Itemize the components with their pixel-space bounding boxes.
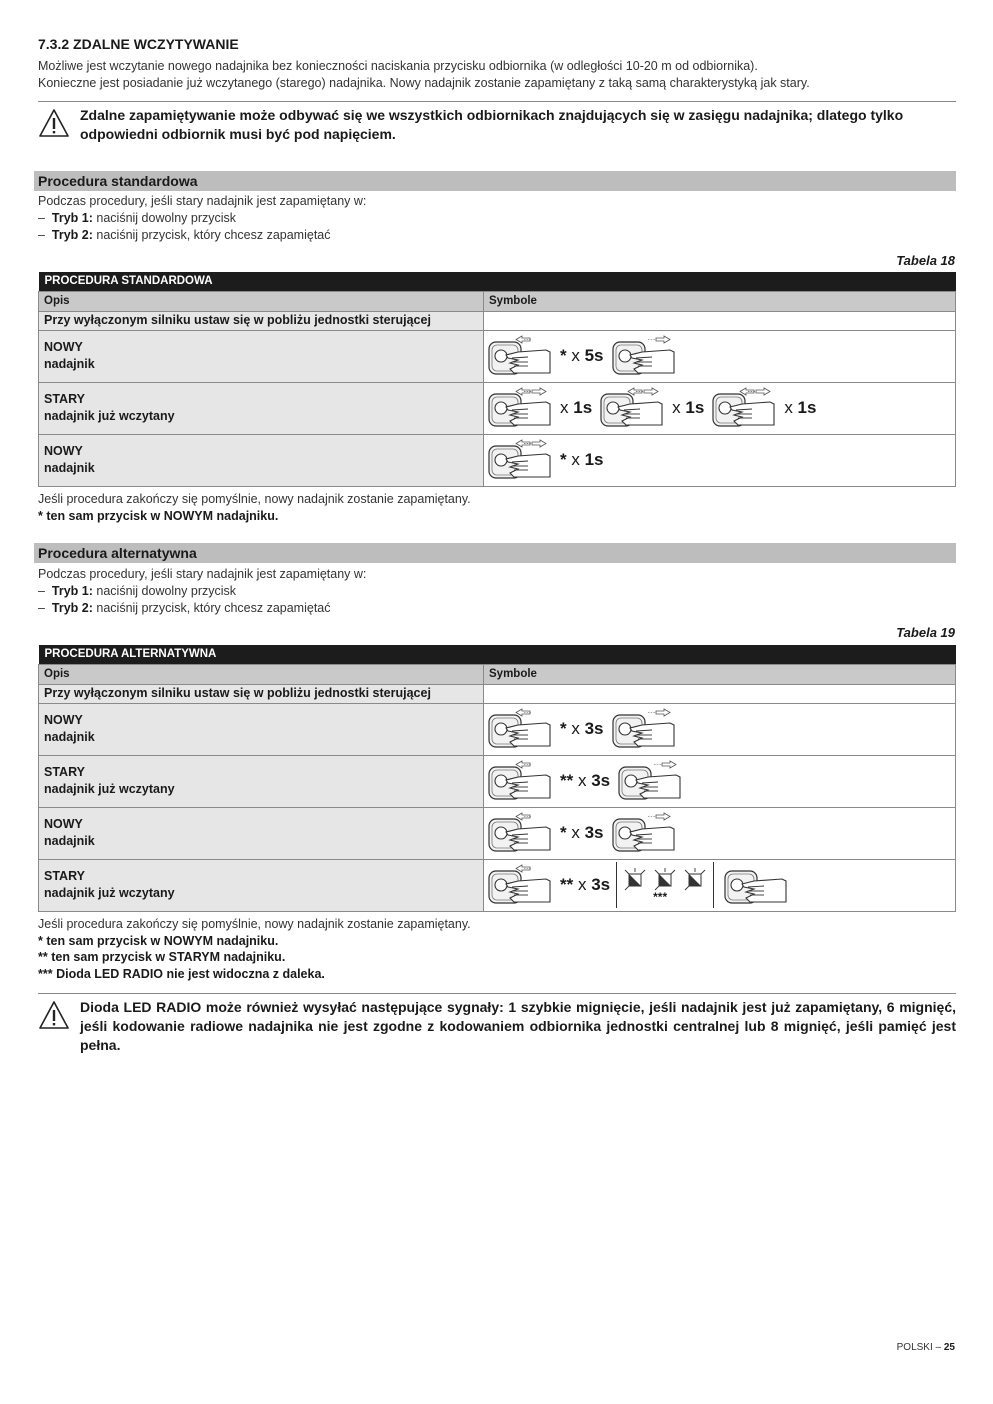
press-duration: * x 3s: [560, 823, 604, 842]
row-desc: NOWY nadajnik: [39, 434, 484, 486]
press-duration: * x 1s: [560, 450, 604, 469]
row-desc: STARY nadajnik już wczytany: [39, 859, 484, 911]
warning-icon: [38, 108, 70, 138]
row-symbols: [484, 434, 956, 486]
table-row: [39, 434, 956, 486]
transmitter-press-icon: [488, 708, 554, 750]
note-success: Jeśli procedura zakończy się pomyślnie, nowy nadajnik zostanie zapamiętany.: [38, 917, 471, 931]
note-footnote: * ten sam przycisk w NOWYM nadajniku.: [38, 933, 279, 948]
intro-row-text: Przy wyłączonym silniku ustaw się w pobliżu jednostki sterującej: [39, 311, 484, 330]
transmitter-press-icon: [724, 864, 790, 906]
led-radio-icon: [683, 868, 707, 892]
press-duration: x 1s: [672, 398, 705, 417]
col-header-symbols: Symbole: [484, 291, 956, 311]
transmitter-press-icon: [488, 760, 554, 802]
transmitter-press-icon: [612, 708, 678, 750]
intro-line-1: Możliwe jest wczytanie nowego nadajnika bez konieczności naciskania przycisku odbiornika (w odległości 10-20 m od odbiornika).: [38, 59, 758, 73]
press-duration: x 1s: [784, 398, 817, 417]
intro-row-text: Przy wyłączonym silniku ustaw się w pobliżu jednostki sterującej: [39, 684, 484, 703]
transmitter-press-icon: [488, 335, 554, 377]
transmitter-press-icon: [612, 812, 678, 854]
section-heading: 7.3.2 ZDALNE WCZYTYWANIE: [38, 36, 239, 52]
section-bar-standard: Procedura standardowa: [34, 171, 956, 191]
press-duration: x 1s: [560, 398, 593, 417]
intro-text: [38, 58, 810, 92]
note-footnote: ** ten sam przycisk w STARYM nadajniku.: [38, 950, 286, 964]
mode-2: – Tryb 2: naciśnij przycisk, który chcesz zapamiętać: [38, 228, 331, 242]
intro-line-2: Konieczne jest posiadanie już wczytanego (starego) nadajnika. Nowy nadajnik zostanie zapamiętany z taką samą charakterystyką jak stary.: [38, 76, 810, 90]
mode-1: – Tryb 1: naciśnij dowolny przycisk: [38, 211, 237, 225]
row-symbols: [484, 703, 956, 755]
transmitter-press-icon: [612, 335, 678, 377]
press-duration: * x 5s: [560, 346, 604, 365]
page-footer: [897, 1342, 955, 1353]
press-duration: ** x 3s: [560, 771, 611, 790]
section-bar-alternative: Procedura alternatywna: [34, 543, 956, 563]
led-blink-sequence: [616, 862, 714, 908]
note-footnote: *** Dioda LED RADIO nie jest widoczna z daleka.: [38, 966, 325, 981]
modes-alternative: [38, 566, 366, 617]
row-symbols: [484, 382, 956, 434]
footer-lang: POLSKI –: [896, 1342, 942, 1353]
table-title: PROCEDURA STANDARDOWA: [39, 272, 956, 291]
table-title: PROCEDURA ALTERNATYWNA: [39, 645, 956, 664]
mode-2: – Tryb 2: naciśnij przycisk, który chcesz zapamiętać: [38, 601, 331, 615]
transmitter-press-icon: [488, 864, 554, 906]
transmitter-press-icon: [488, 812, 554, 854]
transmitter-press-icon: [600, 387, 666, 429]
table-alternative: [38, 645, 956, 912]
modes-lead: Podczas procedury, jeśli stary nadajnik jest zapamiętany w:: [38, 567, 367, 581]
intro-row-empty: [484, 311, 956, 330]
warning-text: Zdalne zapamiętywanie może odbywać się we wszystkich odbiornikach znajdujących się w zasięgu nadajnika; dlatego tylko odpowiedni odbiornik musi być pod napięciem.: [80, 107, 904, 142]
col-header-desc: Opis: [39, 291, 484, 311]
warning-box-remote: [38, 101, 956, 144]
mode-1: – Tryb 1: naciśnij dowolny przycisk: [38, 584, 237, 598]
row-desc: STARY nadajnik już wczytany: [39, 755, 484, 807]
table-standard: [38, 272, 956, 487]
transmitter-press-icon: [618, 760, 684, 802]
warning-text: Dioda LED RADIO może również wysyłać następujące sygnały: 1 szybkie mignięcie, jeśli nadajnik jest już zapamiętany, 6 mignięć, jeśli kodowanie radiowe nadajnika nie jest zgodne z kodowaniem odbiornika jednostki centralnej lub 8 mignięć, jeśli pamięć jest pełna.: [80, 999, 956, 1053]
table-caption-18: Tabela 18: [896, 253, 955, 268]
intro-row-empty: [484, 684, 956, 703]
transmitter-press-icon: [712, 387, 778, 429]
row-desc: NOWY nadajnik: [39, 703, 484, 755]
table-row: [39, 330, 956, 382]
led-radio-icon: [653, 868, 677, 892]
press-duration: ** x 3s: [560, 875, 611, 894]
table-caption-19: Tabela 19: [896, 625, 955, 640]
led-note-mark: ***: [653, 890, 668, 904]
transmitter-press-icon: [488, 387, 554, 429]
col-header-symbols: Symbole: [484, 664, 956, 684]
row-symbols: [484, 330, 956, 382]
row-symbols: [484, 807, 956, 859]
press-duration: * x 3s: [560, 719, 604, 738]
row-desc: STARY nadajnik już wczytany: [39, 382, 484, 434]
transmitter-press-icon: [488, 439, 554, 481]
col-header-desc: Opis: [39, 664, 484, 684]
page-number: 25: [943, 1342, 955, 1353]
table-row: [39, 807, 956, 859]
modes-standard: [38, 193, 366, 244]
table-row: [39, 703, 956, 755]
table-row: [39, 382, 956, 434]
led-radio-icon: [623, 868, 647, 892]
note-footnote: * ten sam przycisk w NOWYM nadajniku.: [38, 508, 279, 523]
notes-standard: [38, 491, 471, 524]
warning-icon: [38, 1000, 70, 1030]
modes-lead: Podczas procedury, jeśli stary nadajnik jest zapamiętany w:: [38, 194, 367, 208]
warning-box-led: [38, 993, 956, 1055]
notes-alternative: [38, 916, 471, 982]
table-row: [39, 859, 956, 911]
row-desc: NOWY nadajnik: [39, 807, 484, 859]
row-desc: NOWY nadajnik: [39, 330, 484, 382]
note-success: Jeśli procedura zakończy się pomyślnie, nowy nadajnik zostanie zapamiętany.: [38, 492, 471, 506]
table-row: [39, 755, 956, 807]
row-symbols: [484, 859, 956, 911]
row-symbols: [484, 755, 956, 807]
